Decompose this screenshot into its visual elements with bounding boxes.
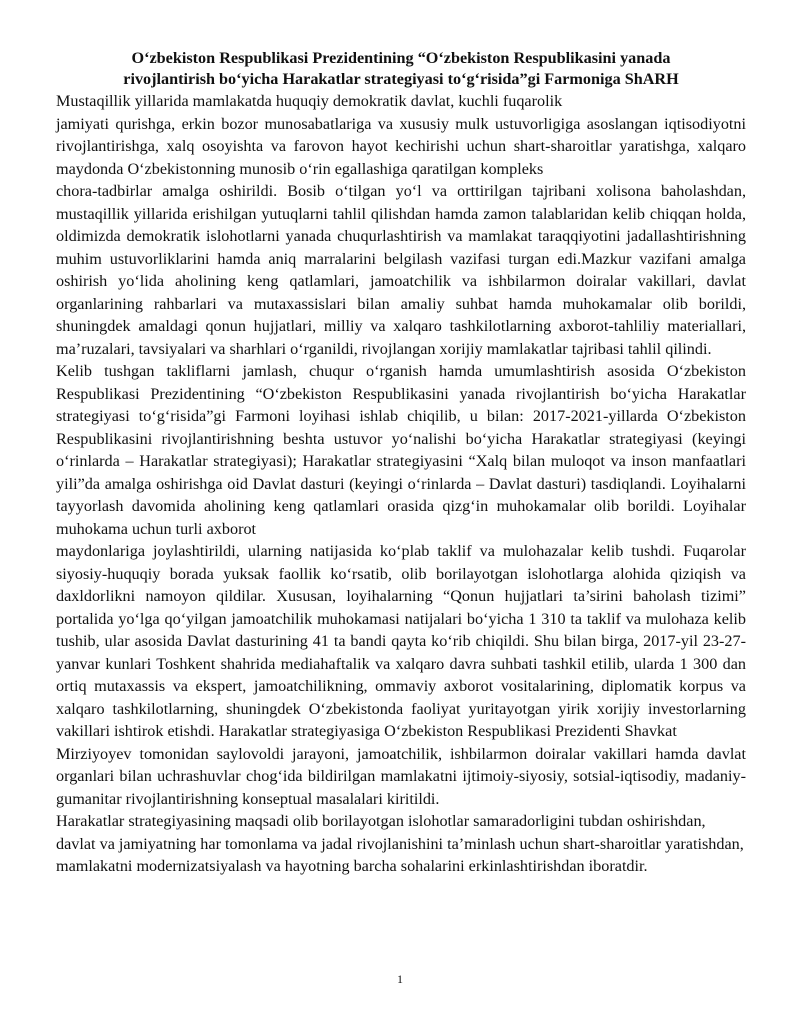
paragraph-1: Mustaqillik yillarida mamlakatda huquqiy demokratik davlat, kuchli fuqarolik: [56, 92, 563, 110]
paragraph-2: jamiyati qurishga, erkin bozor munosabatlariga va xususiy mulk ustuvorligiga asoslangan iqtisodiyotni rivojlantirishga, xalq osoyishta va farovon hayot kechirishi uchun shart-sharoitlar yaratishga, xalqaro maydonda O‘zbekistonning munosib o‘rin egallashiga qaratilgan kompleks: [56, 114, 746, 178]
document-page: [56, 48, 746, 878]
title-line-1: O‘zbekiston Respublikasi Prezidentining “O‘zbekiston Respublikasini yanada: [131, 49, 671, 67]
paragraph-3: chora-tadbirlar amalga oshirildi. Bosib o‘tilgan yo‘l va orttirilgan tajribani xolisona baholashdan, mustaqillik yillarida erishilgan yutuqlarni tahlil qilishdan hamda zamon talablaridan kelib chiqqan holda, oldimizda demokratik islohotlarni yanada chuqurlashtirish va mamlakat taraqqiyotini jadallashtirishning muhim ustuvorliklarini hamda aniq marralarini belgilash vazifasi turgan edi.Mazkur vazifani amalga oshirish yo‘lida aholining keng qatlamlari, jamoatchilik va ishbilarmon doiralar vakillari, davlat organlarining rahbarlari va mutaxassislari bilan amaliy suhbat hamda muhokamalar olib borildi, shuningdek amaldagi qonun hujjatlari, milliy va xalqaro tashkilotlarning axborot-tahliliy materiallari, ma’ruzalari, tavsiyalari va sharhlari o‘rganildi, rivojlangan xorijiy mamlakatlar tajribasi tahlil qilindi.: [56, 182, 746, 358]
paragraph-7: Harakatlar strategiyasining maqsadi olib borilayotgan islohotlar samaradorligini tubdan oshirishdan, davlat va jamiyatning har tomonlama va jadal rivojlanishini ta’minlash uchun shart-sharoitlar yaratishdan, mamlakatni modernizatsiyalash va hayotning barcha sohalarini erkinlashtirishdan iboratdir.: [56, 812, 744, 875]
paragraph-4: Kelib tushgan takliflarni jamlash, chuqur o‘rganish hamda umumlashtirish asosida O‘zbekiston Respublikasi Prezidentining “O‘zbekiston Respublikasini yanada rivojlantirish bo‘yicha Harakatlar strategiyasi to‘g‘risida”gi Farmoni loyihasi ishlab chiqilib, u bilan: 2017-2021-yillarda O‘zbekiston Respublikasini rivojlantirishning beshta ustuvor yo‘nalishi bo‘yicha Harakatlar strategiyasi (keyingi o‘rinlarda – Harakatlar strategiyasi); Harakatlar strategiyasini “Xalq bilan muloqot va inson manfaatlari yili”da amalga oshirishga oid Davlat dasturi (keyingi o‘rinlarda – Davlat dasturi) tasdiqlandi. Loyihalarni tayyorlash davomida aholining keng qatlamlari orasida qizg‘in muhokamalar olib borildi. Loyihalar muhokama uchun turli axborot: [56, 362, 746, 538]
page-number: 1: [397, 972, 403, 986]
paragraph-6: Mirziyoyev tomonidan saylovoldi jarayoni, jamoatchilik, ishbilarmon doiralar vakillari hamda davlat organlari bilan uchrashuvlar chog‘ida bildirilgan mamlakatni ijtimoiy-siyosiy, sotsial-iqtisodiy, madaniy-gumanitar rivojlantirishning konseptual masalalari kiritildi.: [56, 744, 746, 808]
document-title: [56, 48, 746, 90]
title-line-2: rivojlantirish bo‘yicha Harakatlar strategiyasi to‘g‘risida”gi Farmoniga ShARH: [123, 70, 679, 88]
paragraph-5: maydonlariga joylashtirildi, ularning natijasida ko‘plab taklif va mulohazalar kelib tushdi. Fuqarolar siyosiy-huquqiy borada yuksak faollik ko‘rsatib, olib borilayotgan islohotlarga alohida qiziqish va daxldorlikni namoyon qildilar. Xususan, loyihalarning “Qonun hujjatlari ta’sirini baholash tizimi” portalida yo‘lga qo‘yilgan jamoatchilik muhokamasi natijalari bo‘yicha 1 310 ta taklif va mulohaza kelib tushib, ular asosida Davlat dasturining 41 ta bandi qayta ko‘rib chiqildi. Shu bilan birga, 2017-yil 23-27-yanvar kunlari Toshkent shahrida mediahaftalik va xalqaro davra suhbati tashkil etilib, ularda 1 300 dan ortiq mutaxassis va ekspert, jamoatchilikning, ommaviy axborot vositalarining, diplomatik korpus va xalqaro tashkilotlarning, shuningdek O‘zbekistonda faoliyat yuritayotgan yirik xorijiy investorlarning vakillari ishtirok etishdi. Harakatlar strategiyasiga O‘zbekiston Respublikasi Prezidenti Shavkat: [56, 542, 746, 740]
